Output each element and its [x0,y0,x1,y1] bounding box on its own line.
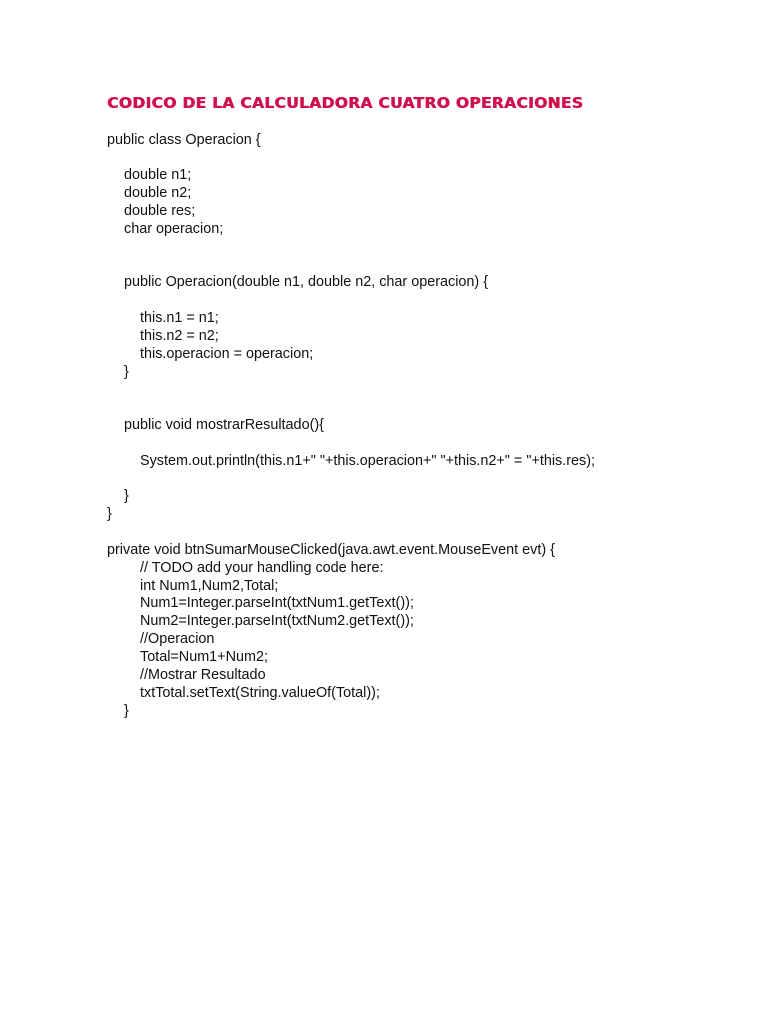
code-line: //Mostrar Resultado [140,667,266,683]
code-line: txtTotal.setText(String.valueOf(Total)); [140,685,380,701]
code-line: } [107,506,112,522]
code-line: } [124,488,129,504]
code-line: this.n1 = n1; [140,310,219,326]
code-line: public class Operacion { [107,132,261,148]
code-line: Num2=Integer.parseInt(txtNum2.getText()); [140,613,414,629]
code-line: char operacion; [124,221,224,237]
code-line: //Operacion [140,631,215,647]
code-line: this.operacion = operacion; [140,346,314,362]
code-line: double n2; [124,185,192,201]
code-line: double n1; [124,167,192,183]
code-line: int Num1,Num2,Total; [140,578,279,594]
code-line: double res; [124,203,196,219]
code-line: } [124,364,129,380]
document-title: CODICO DE LA CALCULADORA CUATRO OPERACIONES [107,94,584,112]
code-line: this.n2 = n2; [140,328,219,344]
code-line: } [124,703,129,719]
code-line: // TODO add your handling code here: [140,560,384,576]
code-line: public void mostrarResultado(){ [124,417,324,433]
code-line: System.out.println(this.n1+" "+this.operacion+" "+this.n2+" = "+this.res); [140,453,596,469]
code-line: public Operacion(double n1, double n2, char operacion) { [124,274,489,290]
code-line: Total=Num1+Num2; [140,649,268,665]
code-line: Num1=Integer.parseInt(txtNum1.getText()); [140,595,414,611]
code-line: private void btnSumarMouseClicked(java.awt.event.MouseEvent evt) { [107,542,555,558]
